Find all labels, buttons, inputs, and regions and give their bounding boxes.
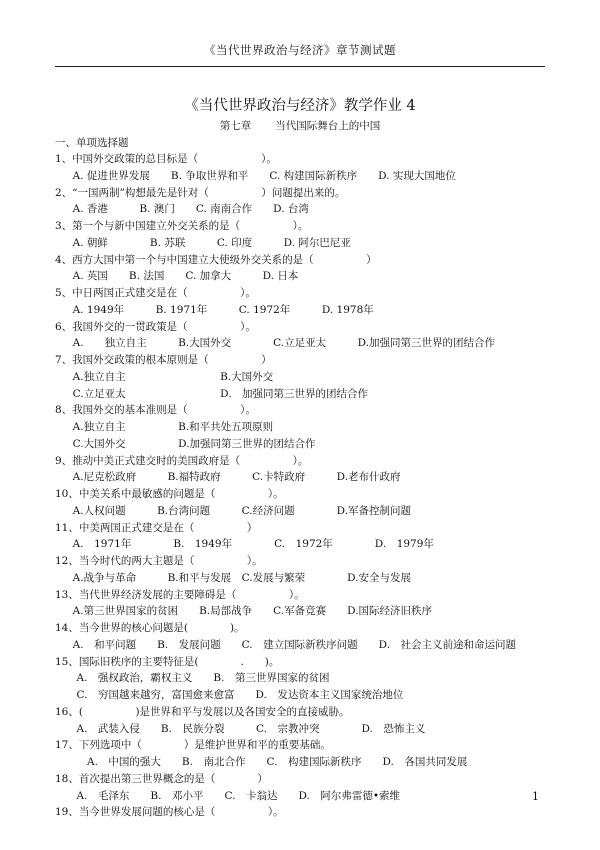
answer-options: C. 穷国越来越穷，富国愈来愈富 D. 发达资本主义国家统治地位	[66, 689, 404, 701]
document-title: 《当代世界政治与经济》教学作业 4	[184, 98, 416, 114]
question-text: 8、我国外交的基本准则是（ ）。	[55, 404, 256, 417]
question-text: 14、当今世界的核心问题是( )。	[55, 622, 245, 634]
chapter-number: 第七章	[219, 120, 252, 132]
answer-options: A. 强权政治，霸权主义 B. 第三世界国家的贫困	[66, 672, 330, 685]
question-text: 10、中美关系中最敏感的问题是（ ）。	[55, 488, 284, 500]
question-text: 7、我国外交政策的根本原则是（ ）	[55, 354, 272, 366]
answer-options: C.立足亚太 D. 加强同第三世界的团结合作	[66, 387, 369, 400]
answer-options: A. 和平问题 B. 发展问题 C. 建立国际新秩序问题 D. 社会主义前途和命运问题	[66, 638, 517, 651]
running-header: 《当代世界政治与经济》章节测试题	[204, 43, 396, 57]
answer-options: A.第三世界国家的贫困 B.局部战争 C.军备竞赛 D.国际经济旧秩序	[66, 605, 433, 618]
question-text: 18、首次提出第三世界概念的是（ ）	[55, 772, 268, 785]
question-text: 5、中日两国正式建交是在（ ）。	[55, 287, 256, 299]
answer-options: A.独立自主 B.和平共处五项原则	[66, 421, 274, 433]
question-text: 9、推动中美正式建交时的美国政府是（ ）。	[55, 454, 309, 467]
question-text: 1、中国外交政策的总目标是（ ）。	[55, 153, 277, 165]
question-text: 13、当代世界经济发展的主要障碍是（ ）。	[55, 588, 305, 601]
answer-options: A. 武装入侵 B. 民族分裂 C. 宗教冲突 D. 恐怖主义	[66, 722, 426, 735]
answer-options: A. 香港 B. 澳门 C. 南南合作 D. 台湾	[66, 203, 309, 216]
question-text: 17、下列选项中（ ）是维护世界和平的重要基础。	[55, 739, 331, 752]
answer-options: A. 1949年 B. 1971年 C. 1972年 D. 1978年	[66, 303, 374, 316]
question-text: 6、我国外交的一贯政策是（ ）。	[55, 320, 256, 333]
answer-options: A.人权问题 B.台湾问题 C.经济问题 D.军备控制问题	[66, 504, 412, 517]
question-text: 4、西方大国中第一个与中国建立大使级外交关系的是（ ）	[55, 253, 377, 266]
question-text: 2、“一国两制”构想最先是针对（ ）问题提出来的。	[55, 186, 346, 199]
answer-options: A.战争与革命 B.和平与发展 C.发展与繁荣 D.安全与发展	[66, 571, 412, 584]
answer-options: A. 促进世界发展 B. 争取世界和平 C. 构建国际新秩序 D. 实现大国地位	[66, 169, 456, 182]
answer-options: A.尼克松政府 B.福特政府 C.卡特政府 D.老布什政府	[66, 471, 401, 484]
section-heading: 一、单项选择题	[55, 137, 129, 149]
question-text: 15、国际旧秩序的主要特征是( . )。	[55, 655, 280, 668]
question-text: 12、当今时代的两大主题是（ ）。	[55, 555, 263, 567]
answer-options: C.大国外交 D.加强同第三世界的团结合作	[66, 437, 316, 450]
question-text: 3、第一个与新中国建立外交关系的是（ ）。	[55, 220, 309, 232]
answer-options: A. 中国的强大 B. 南北合作 C. 构建国际新秩序 D. 各国共同发展	[66, 756, 468, 768]
answer-options: A.独立自主 B.大国外交	[66, 370, 274, 383]
question-text: 19、当今世界发展问题的核心是（ ）。	[55, 806, 284, 819]
answer-options: A. 朝鲜 B. 苏联 C. 印度 D. 阿尔巴尼亚	[66, 236, 351, 249]
answer-options: A. 独立自主 B.大国外交 C.立足亚太 D.加强同第三世界的团结合作	[66, 337, 496, 350]
question-text: 11、中美两国正式建交是在（ ）	[55, 521, 258, 534]
question-text: 16、( )是世界和平与发展以及各国安全的直接威胁。	[55, 705, 350, 718]
answer-options: A. 毛泽东 B. 邓小平 C. 卡翁达 D. 阿尔弗雷德•索维	[66, 789, 401, 802]
answer-options: A. 1971年 B. 1949年 C. 1972年 D. 1979年	[66, 538, 434, 551]
answer-options: A. 英国 B. 法国 C. 加拿大 D. 日本	[66, 270, 299, 283]
page-number: 1	[532, 790, 539, 803]
chapter-title: 当代国际舞台上的中国	[275, 120, 381, 132]
